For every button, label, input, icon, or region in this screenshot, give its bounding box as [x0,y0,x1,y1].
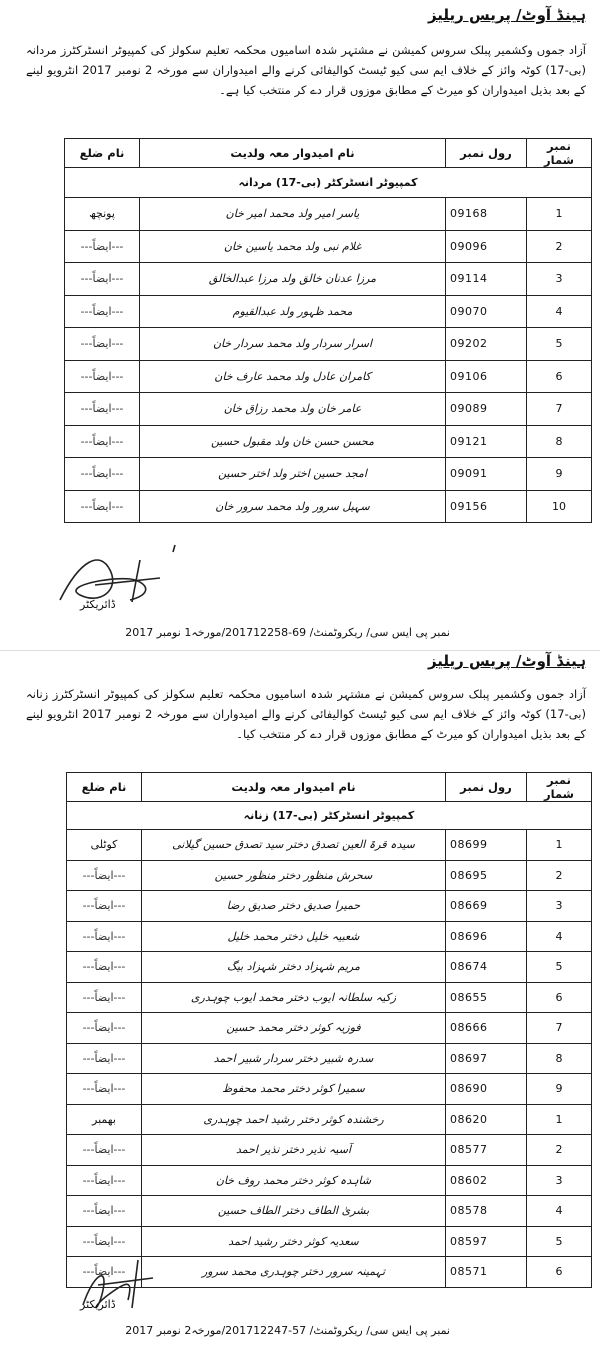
table-header-row [65,139,592,168]
table-row [67,891,592,922]
footer-reference [125,1324,450,1337]
table-row [67,1074,592,1105]
serial-number-cell: 5 [527,328,592,361]
district-cell: ---ایضاً--- [67,1074,142,1105]
district-cell: ---ایضاً--- [65,425,140,458]
district-cell: ---ایضاً--- [65,295,140,328]
footer-dated-label: مورخہ [191,1324,222,1337]
candidate-name-cell: محمد ظہور ولد عبدالقیوم [140,295,446,328]
signature-image [58,1250,178,1320]
footer-year: 2017/ [221,1324,254,1337]
table-row [67,921,592,952]
district-cell: ---ایضاً--- [65,263,140,296]
candidate-name-cell: شاہدہ کوثر دختر محمد روف خان [142,1165,446,1196]
footer-ref-number: نمبر پی ایس سی/ ریکروٹمنٹ/ 57-12247 [253,1324,450,1337]
table-row [65,360,592,393]
candidate-name-cell: عامر خان ولد محمد رزاق خان [140,393,446,426]
district-cell: ---ایضاً--- [67,891,142,922]
selection-table [64,138,592,523]
release-heading: ہینڈ آوٹ/ پریس ریلیز [427,652,586,670]
selection-table [66,772,592,1288]
release-intro: آزاد جموں وکشمیر پبلک سروس کمیشن نے مشتہر شدہ اسامیوں محکمہ تعلیم سکولز کی کمپیوٹر انسٹرکٹرز مردانہ (بی-17) کوٹہ وائز کے خلاف ایم سی کیو ٹیسٹ کوالیفائی کرنے والے امیدواران سے مورخہ 2 نومبر 2017 انٹرویو لینے کے بعد بذیل امیدواران کو میرٹ کے مطابق موزوں قرار دے کر منتخب کیا ہے۔ [26,43,586,97]
serial-number-cell: 10 [527,490,592,523]
press-release-female [0,650,600,1346]
table-title: کمپیوٹر انسٹرکٹر (بی-17) زنانہ [67,802,592,830]
roll-number-cell: 09089 [446,393,527,426]
roll-number-cell: 08577 [446,1135,527,1166]
serial-number-cell: 8 [527,1043,592,1074]
candidate-name-cell: آسیہ نذیر دختر نذیر احمد [142,1135,446,1166]
footer-year: 2017/ [221,626,254,639]
table-row [67,1165,592,1196]
roll-number-cell: 08620 [446,1104,527,1135]
table-row [65,295,592,328]
table-header-row [67,773,592,802]
district-cell: ---ایضاً--- [67,1165,142,1196]
serial-number-cell: 7 [527,1013,592,1044]
district-cell: ---ایضاً--- [65,393,140,426]
footer-ref-number: نمبر پی ایس سی/ ریکروٹمنٹ/ 69-12258 [253,626,450,639]
serial-number-cell: 9 [527,1074,592,1105]
candidate-name-cell: سمیرا کوثر دختر محمد محفوظ [142,1074,446,1105]
candidate-name-cell: اسرار سردار ولد محمد سردار خان [140,328,446,361]
serial-number-cell: 6 [527,360,592,393]
header-sno: نمبر شمار [527,139,592,168]
candidate-name-cell: سدرہ شبیر دختر سردار شبیر احمد [142,1043,446,1074]
table-row [67,860,592,891]
district-cell: بھمبر [67,1104,142,1135]
roll-number-cell: 09114 [446,263,527,296]
district-cell: ---ایضاً--- [65,328,140,361]
table-title-row [67,802,592,830]
candidate-name-cell: سحرش منظور دختر منظور حسین [142,860,446,891]
release-intro: آزاد جموں وکشمیر پبلک سروس کمیشن نے مشتہر شدہ اسامیوں محکمہ تعلیم سکولز کی کمپیوٹر انسٹرکٹرز زنانہ (بی-17) کوٹہ وائز کے خلاف ایم سی کیو ٹیسٹ کوالیفائی کرنے والے امیدواران سے مورخہ 2 نومبر 2017 انٹرویو لینے کے بعد بذیل امیدواران کو میرٹ کے مطابق موزوں قرار دے کر منتخب کیا۔ [26,687,586,741]
district-cell: پونچھ [65,198,140,231]
signature-title: ڈائریکٹر [80,598,116,611]
serial-number-cell: 7 [527,393,592,426]
candidate-name-cell: شعبیہ خلیل دختر محمد خلیل [142,921,446,952]
table-row [65,198,592,231]
district-cell: ---ایضاً--- [67,1196,142,1227]
header-name: نام امیدوار معہ ولدیت [142,773,446,802]
district-cell: ---ایضاً--- [67,1226,142,1257]
district-cell: ---ایضاً--- [65,230,140,263]
table-row [67,1135,592,1166]
district-cell: ---ایضاً--- [67,1135,142,1166]
roll-number-cell: 08578 [446,1196,527,1227]
candidate-name-cell: غلام نبی ولد محمد یاسین خان [140,230,446,263]
roll-number-cell: 09106 [446,360,527,393]
roll-number-cell: 09070 [446,295,527,328]
roll-number-cell: 08699 [446,830,527,861]
footer-dated-label: مورخہ [191,626,222,639]
roll-number-cell: 08571 [446,1257,527,1288]
district-cell: ---ایضاً--- [67,1043,142,1074]
candidate-name-cell: امجد حسین اختر ولد اختر حسین [140,458,446,491]
district-cell: ---ایضاً--- [65,458,140,491]
serial-number-cell: 1 [527,1104,592,1135]
candidate-name-cell: فوزیہ کوثر دختر محمد حسین [142,1013,446,1044]
footer-date: 1 نومبر 2017 [125,626,192,639]
roll-number-cell: 08690 [446,1074,527,1105]
serial-number-cell: 6 [527,982,592,1013]
candidate-name-cell: سہیل سرور ولد محمد سرور خان [140,490,446,523]
roll-number-cell: 09202 [446,328,527,361]
roll-number-cell: 09096 [446,230,527,263]
district-cell: ---ایضاً--- [67,1257,142,1288]
candidate-name-cell: بشریٰ الطاف دختر الطاف حسین [142,1196,446,1227]
district-cell: ---ایضاً--- [65,490,140,523]
serial-number-cell: 4 [527,921,592,952]
district-cell: کوٹلی [67,830,142,861]
header-district: نام ضلع [65,139,140,168]
roll-number-cell: 08602 [446,1165,527,1196]
candidate-name-cell: سیدہ قرۃ العین تصدق دختر سید تصدق حسین گیلانی [142,830,446,861]
serial-number-cell: 5 [527,1226,592,1257]
serial-number-cell: 5 [527,952,592,983]
serial-number-cell: 1 [527,830,592,861]
serial-number-cell: 1 [527,198,592,231]
district-cell: ---ایضاً--- [67,860,142,891]
table-row [65,425,592,458]
district-cell: ---ایضاً--- [67,982,142,1013]
serial-number-cell: 4 [527,1196,592,1227]
candidate-name-cell: تہمینہ سرور دختر چوہدری محمد سرور [142,1257,446,1288]
roll-number-cell: 08696 [446,921,527,952]
serial-number-cell: 2 [527,230,592,263]
candidate-name-cell: کامران عادل ولد محمد عارف خان [140,360,446,393]
table-row [67,1043,592,1074]
serial-number-cell: 6 [527,1257,592,1288]
roll-number-cell: 08669 [446,891,527,922]
table-row [67,830,592,861]
table-row [65,490,592,523]
table-title: کمپیوٹر انسٹرکٹر (بی-17) مردانہ [65,168,592,198]
serial-number-cell: 3 [527,1165,592,1196]
serial-number-cell: 4 [527,295,592,328]
header-roll: رول نمبر [446,139,527,168]
roll-number-cell: 08674 [446,952,527,983]
serial-number-cell: 9 [527,458,592,491]
roll-number-cell: 08697 [446,1043,527,1074]
serial-number-cell: 2 [527,860,592,891]
table-row [65,458,592,491]
release-heading: ہینڈ آوٹ/ پریس ریلیز [427,6,586,24]
table-row [67,1104,592,1135]
roll-number-cell: 09156 [446,490,527,523]
header-district: نام ضلع [67,773,142,802]
district-cell: ---ایضاً--- [67,1013,142,1044]
table-row [67,1196,592,1227]
candidate-name-cell: یاسر امیر ولد محمد امیر خان [140,198,446,231]
candidate-name-cell: رخشندہ کوثر دختر رشید احمد چوہدری [142,1104,446,1135]
candidate-name-cell: حمیرا صدیق دختر صدیق رضا [142,891,446,922]
table-title-row [65,168,592,198]
roll-number-cell: 08597 [446,1226,527,1257]
table-row [65,393,592,426]
candidate-name-cell: مریم شہزاد دختر شہزاد بیگ [142,952,446,983]
table-row [67,1013,592,1044]
roll-number-cell: 09168 [446,198,527,231]
press-release-male [0,0,600,650]
table-row [65,230,592,263]
candidate-name-cell: زکیہ سلطانہ ایوب دختر محمد ایوب چوہدری [142,982,446,1013]
signature-title: ڈائریکٹر [80,1298,116,1311]
table-row [65,328,592,361]
candidate-name-cell: محسن حسن خان ولد مقبول حسین [140,425,446,458]
table-row [67,982,592,1013]
district-cell: ---ایضاً--- [65,360,140,393]
table-row [65,263,592,296]
roll-number-cell: 08666 [446,1013,527,1044]
header-roll: رول نمبر [446,773,527,802]
footer-reference [125,626,450,639]
serial-number-cell: 2 [527,1135,592,1166]
roll-number-cell: 09121 [446,425,527,458]
candidate-name-cell: سعدیہ کوثر دختر رشید احمد [142,1226,446,1257]
header-sno: نمبر شمار [527,773,592,802]
district-cell: ---ایضاً--- [67,921,142,952]
roll-number-cell: 09091 [446,458,527,491]
header-name: نام امیدوار معہ ولدیت [140,139,446,168]
roll-number-cell: 08655 [446,982,527,1013]
footer-date: 2 نومبر 2017 [125,1324,192,1337]
roll-number-cell: 08695 [446,860,527,891]
serial-number-cell: 3 [527,263,592,296]
candidate-name-cell: مرزا عدنان خالق ولد مرزا عبدالخالق [140,263,446,296]
serial-number-cell: 3 [527,891,592,922]
serial-number-cell: 8 [527,425,592,458]
table-row [67,952,592,983]
district-cell: ---ایضاً--- [67,952,142,983]
